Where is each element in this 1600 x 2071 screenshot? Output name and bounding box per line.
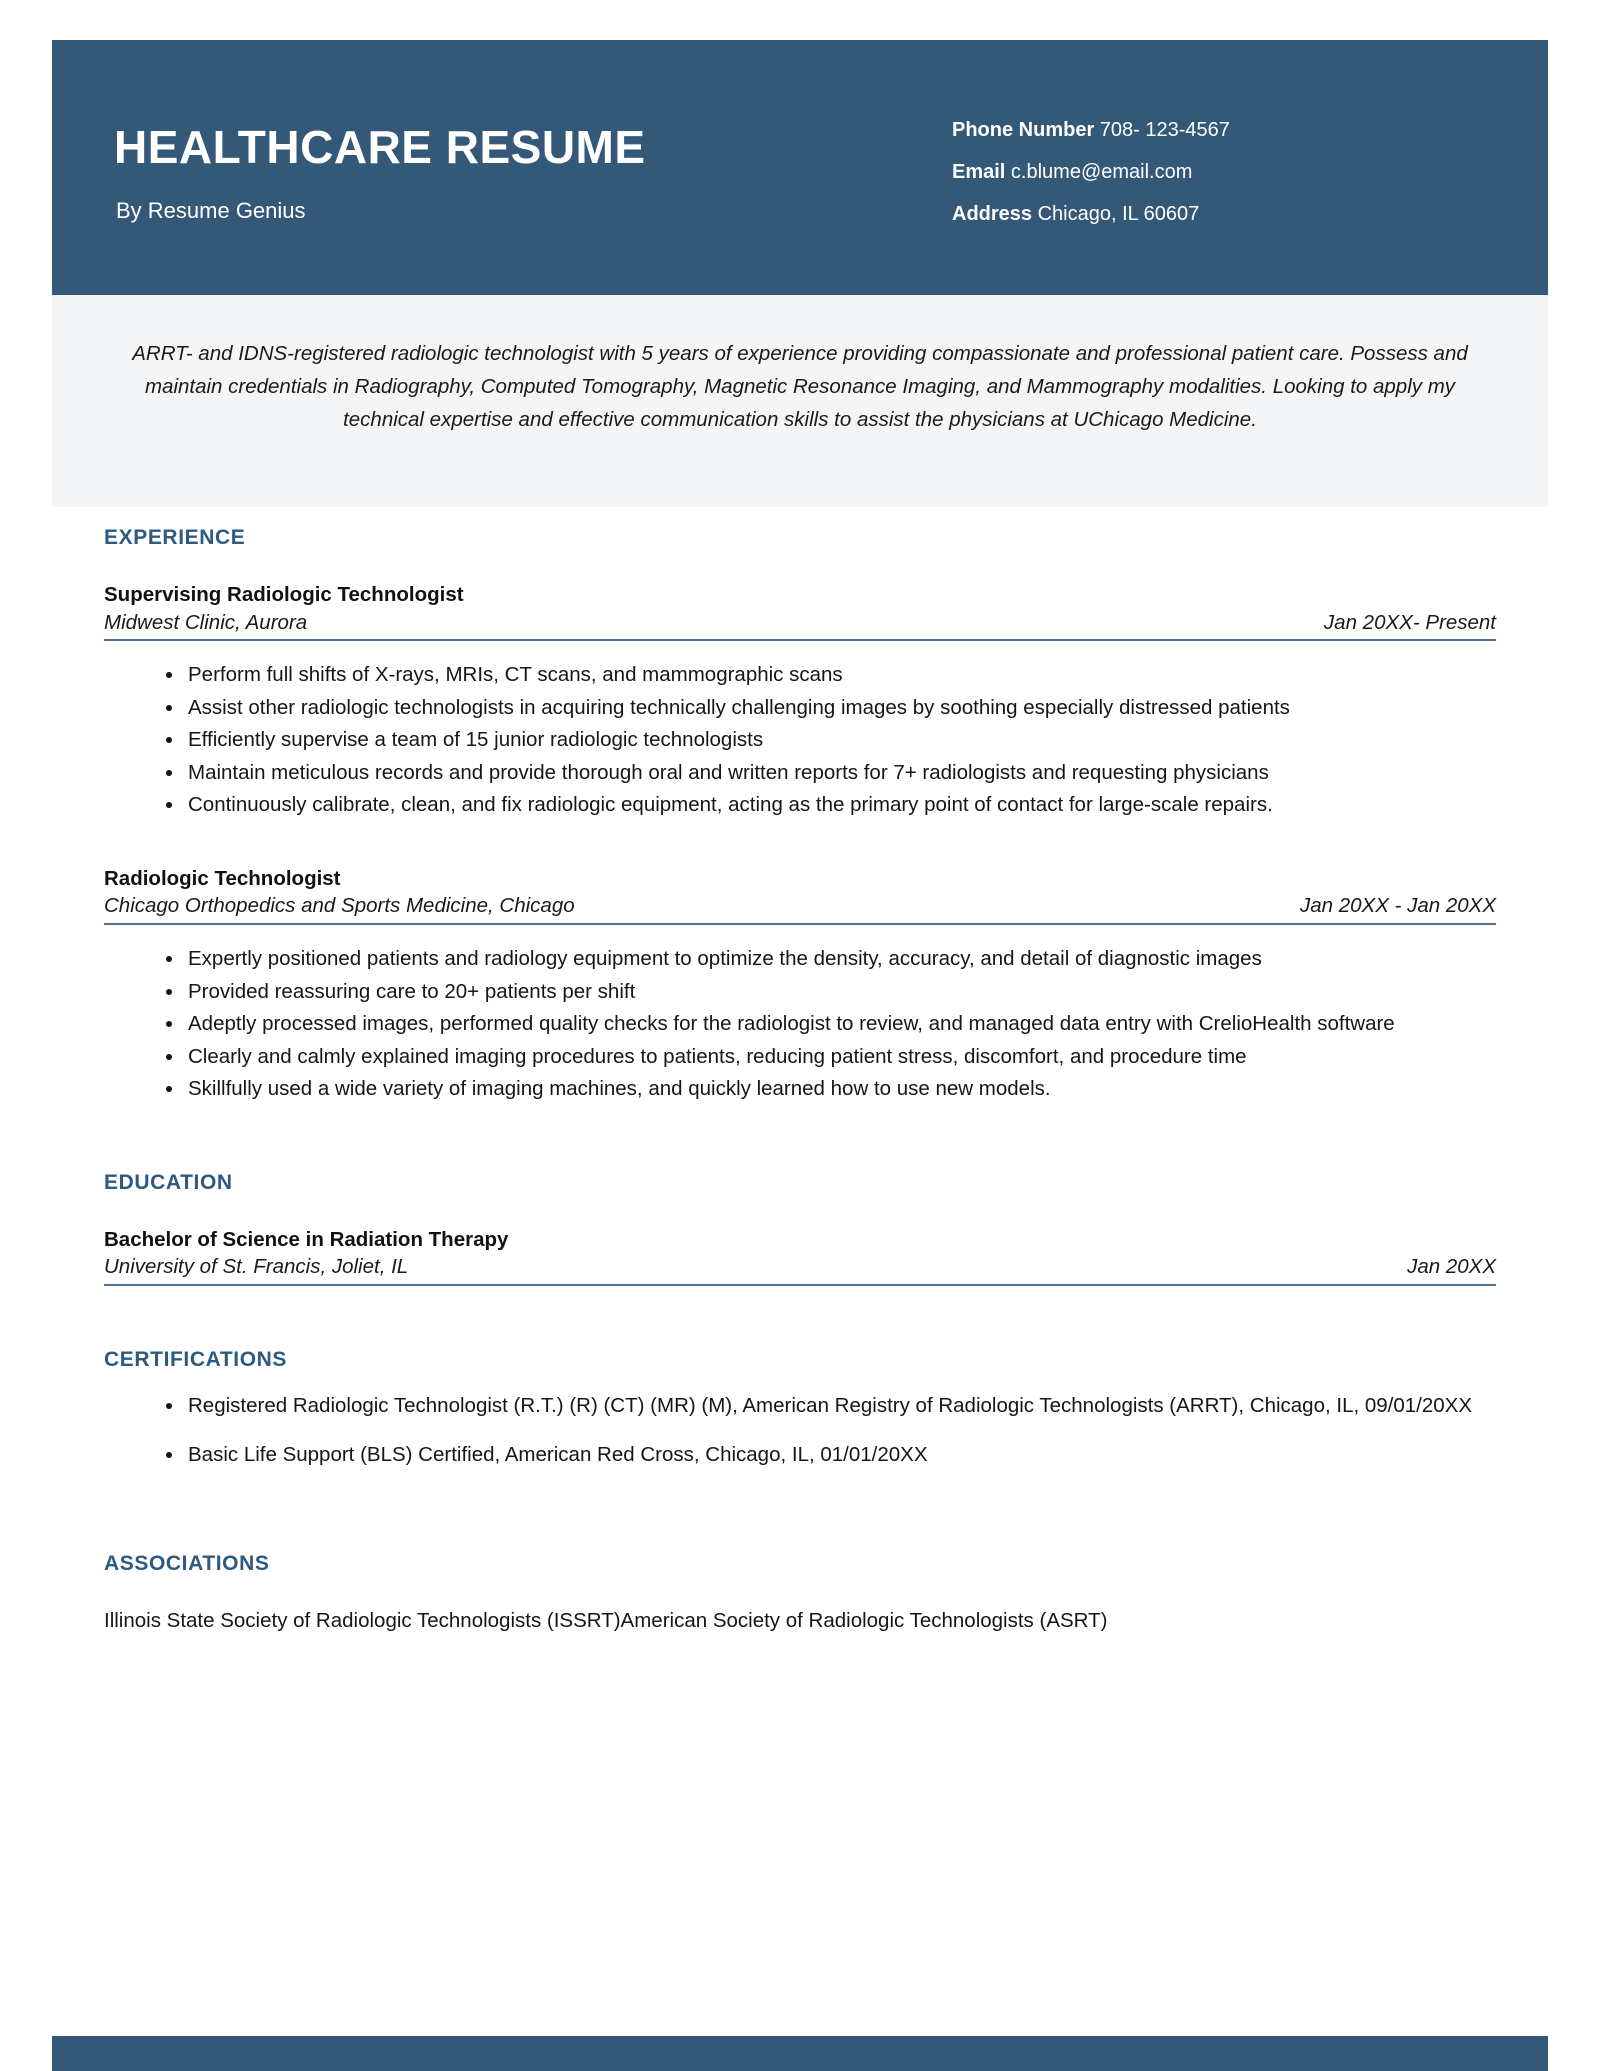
experience-meta	[104, 610, 1496, 642]
list-item: Skillfully used a wide variety of imaging machines, and quickly learned how to use new models.	[166, 1074, 1496, 1104]
contact-email-value: c.blume@email.com	[1005, 161, 1193, 183]
education-school: University of St. Francis, Joliet, IL	[104, 1255, 409, 1279]
list-item: Continuously calibrate, clean, and fix radiologic equipment, acting as the primary point of contact for large-scale repairs.	[166, 790, 1496, 820]
education-meta	[104, 1254, 1496, 1286]
associations-text: Illinois State Society of Radiologic Technologists (ISSRT)American Society of Radiologic Technologists (ASRT)	[104, 1608, 1108, 1632]
section-title-education: EDUCATION	[104, 1170, 233, 1194]
list-item: Adeptly processed images, performed quality checks for the radiologist to review, and managed data entry with CrelioHealth software	[166, 1009, 1496, 1039]
experience-org: Midwest Clinic, Aurora	[104, 610, 308, 634]
summary-band	[52, 295, 1548, 507]
summary-text: ARRT- and IDNS-registered radiologic technologist with 5 years of experience providing compassionate and professional patient care. Possess and maintain credentials in Radiography, Computed Tomography, Magnetic Resonance Imaging, and Mammography modalities. Looking to apply my technical expertise and effective communication skills to assist the physicians at UChicago Medicine.	[132, 342, 1468, 432]
contact-phone-label: Phone Number	[952, 119, 1095, 141]
experience-date: Jan 20XX- Present	[1323, 610, 1496, 634]
list-item: Expertly positioned patients and radiology equipment to optimize the density, accuracy, and detail of diagnostic images	[166, 944, 1496, 974]
footer-bar	[52, 2036, 1548, 2071]
education-entry	[104, 1227, 1496, 1286]
contact-address	[952, 204, 1230, 224]
contact-email	[952, 162, 1230, 182]
contact-address-value: Chicago, IL 60607	[1032, 203, 1200, 225]
section-title-certifications: CERTIFICATIONS	[104, 1347, 288, 1371]
experience-meta	[104, 893, 1496, 925]
contact-email-label: Email	[952, 161, 1006, 183]
section-associations	[104, 1490, 1496, 1636]
list-item: Maintain meticulous records and provide thorough oral and written reports for 7+ radiologists and requesting physicians	[166, 758, 1496, 788]
certifications-list	[104, 1391, 1496, 1470]
section-title-experience: EXPERIENCE	[104, 526, 246, 549]
resume-body	[0, 507, 1600, 1636]
experience-role: Supervising Radiologic Technologist	[104, 583, 464, 606]
page-title: HEALTHCARE RESUME	[114, 121, 646, 173]
byline: By Resume Genius	[116, 198, 306, 223]
list-item: Efficiently supervise a team of 15 junior radiologic technologists	[166, 725, 1496, 755]
section-experience	[104, 507, 1496, 1104]
contact-phone-value: 708- 123-4567	[1094, 119, 1230, 141]
education-degree: Bachelor of Science in Radiation Therapy	[104, 1227, 509, 1251]
experience-role: Radiologic Technologist	[104, 866, 341, 890]
list-item: Perform full shifts of X-rays, MRIs, CT scans, and mammographic scans	[166, 660, 1496, 690]
education-date: Jan 20XX	[1407, 1255, 1496, 1279]
section-education	[104, 1107, 1496, 1286]
experience-bullets	[104, 944, 1496, 1104]
experience-entry	[104, 582, 1496, 820]
section-title-associations: ASSOCIATIONS	[104, 1551, 270, 1575]
list-item: Basic Life Support (BLS) Certified, American Red Cross, Chicago, IL, 01/01/20XX	[166, 1440, 1496, 1470]
experience-bullets	[104, 660, 1496, 820]
experience-entry	[104, 866, 1496, 1104]
contact-address-label: Address	[952, 203, 1033, 225]
contact-block	[952, 120, 1230, 224]
list-item: Clearly and calmly explained imaging procedures to patients, reducing patient stress, discomfort, and procedure time	[166, 1042, 1496, 1072]
contact-phone	[952, 120, 1230, 140]
resume-header	[52, 40, 1548, 295]
list-item: Registered Radiologic Technologist (R.T.) (R) (CT) (MR) (M), American Registry of Radiologic Technologists (ARRT), Chicago, IL, 09/01/20XX	[166, 1391, 1496, 1421]
experience-org: Chicago Orthopedics and Sports Medicine, Chicago	[104, 894, 575, 918]
list-item: Provided reassuring care to 20+ patients per shift	[166, 977, 1496, 1007]
list-item: Assist other radiologic technologists in acquiring technically challenging images by soothing especially distressed patients	[166, 693, 1496, 723]
experience-date: Jan 20XX - Jan 20XX	[1299, 894, 1496, 918]
section-certifications	[104, 1286, 1496, 1470]
